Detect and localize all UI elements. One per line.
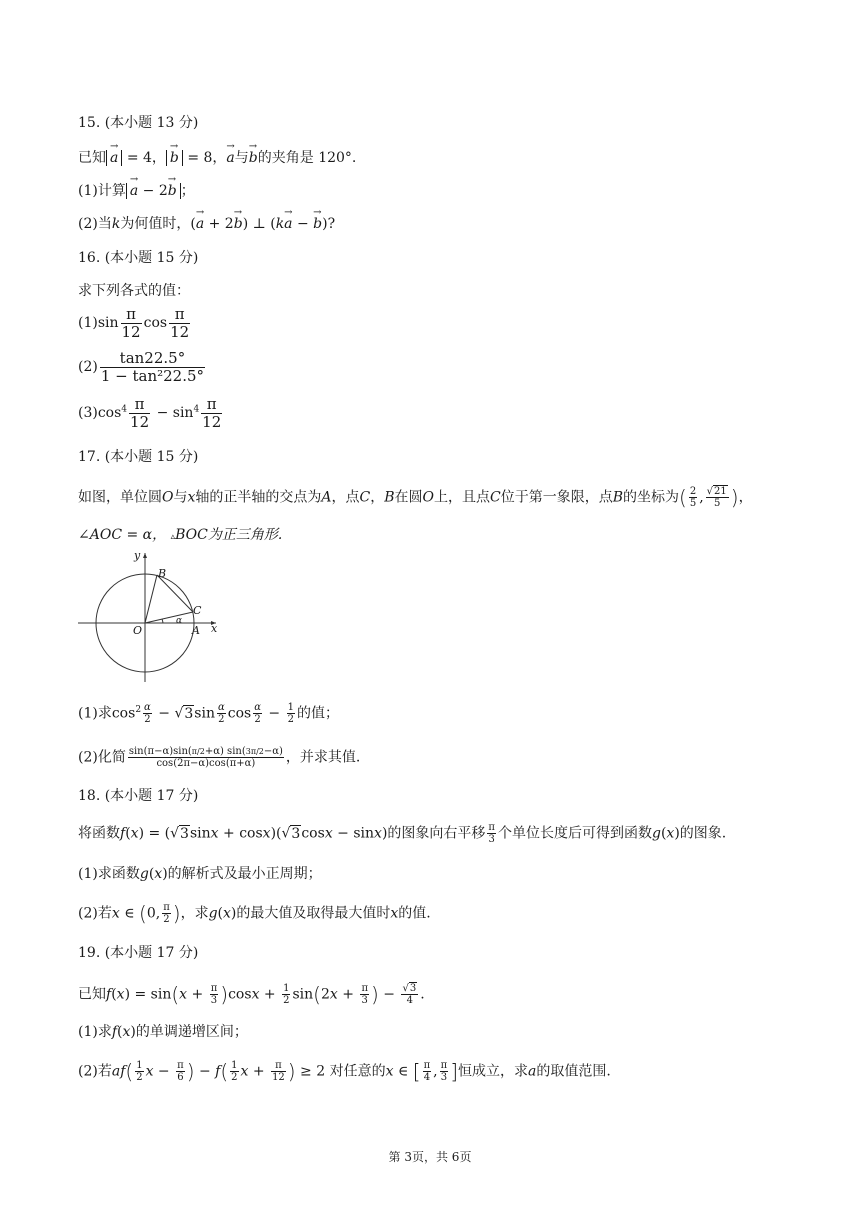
q16-part1: (1)sin $\frac{\pi}{12}$ cos $\frac{\pi}{12}$ (78, 305, 190, 341)
q16-intro: 求下列各式的值： (78, 283, 190, 299)
q18-header: 18. (本小题 17 分) (78, 788, 199, 804)
q17-part1: (1)求$\cos^2$ $\frac{\alpha}{2}$ − √3sin $\frac{\alpha}{2}$ cos $\frac{\alpha}{2}$ − $\frac{1}{2}$ 的值； (78, 702, 339, 726)
q19-part2: (2)若af( $\frac{1}{2}$ x − $\frac{\pi}{6}$ ) − f( $\frac{1}{2}$ x + $\frac{\pi}{12}$ ) ≥ 2 对任意的x ∈ [ $\frac{\pi}{4}$ , $\frac{\pi}{3}$ ]恒成立，求a的取值范围. (78, 1059, 611, 1084)
q15-part2: (2)当k为何值时，(→ a + 2→ b) ⊥ (k→ a − → b)? (78, 214, 335, 234)
q15-part1: (1)计算→ a − 2→ b ； (78, 181, 195, 201)
q17-part2: (2)化简 $\frac{\sin(\pi-\alpha)\sin(\pi/2+\alpha) \sin(3\pi/2-\alpha)}{\cos(2\pi-\alpha)\cos(\pi+\alpha)}$ ，并求其值. (78, 746, 361, 769)
fig-label-y: y (134, 550, 141, 562)
q17-angle: ∠AOC = α， ▵BOC为正三角形. (78, 527, 283, 543)
q16-part2: (2) $\frac{\tan 22.5^\circ}{\text{1 − tan²22.5°}}$ (78, 349, 205, 385)
fig-label-o: O (133, 624, 143, 637)
unit-circle-figure (76, 550, 226, 685)
q18-part2: (2)若x ∈ (0, $\frac{\pi}{2}$ )，求g(x)的最大值及取得最大值时x的值. (78, 901, 431, 926)
fig-label-a: A (192, 624, 200, 637)
q18-part1: (1)求函数g(x)的解析式及最小正周期； (78, 866, 322, 882)
q19-header: 19. (本小题 17 分) (78, 945, 199, 961)
fig-label-alpha: α (176, 616, 183, 626)
q15-condition: 已知→ a = 4，→ b = 8，→ a与→ b的夹角是 120°. (78, 148, 356, 168)
q16-part3: $(3)\cos^4$ $\frac{\pi}{12}$ − $\sin^4$ $\frac{\pi}{12}$ (78, 395, 222, 431)
q15-header: 15. (本小题 13 分) (78, 115, 199, 131)
page-footer: 第 3页，共 6页 (388, 1150, 472, 1164)
q17-header: 17. (本小题 15 分) (78, 449, 199, 465)
q19-part1: (1)求f(x)的单调递增区间； (78, 1024, 248, 1040)
q17-stem: 如图，单位圆O与x轴的正半轴的交点为A，点C，B在圆O上，且点C位于第一象限，点B的坐标为( $\frac{2}{5}$ , $\frac{√21}{5}$ )， (78, 485, 753, 510)
q16-header: 16. (本小题 15 分) (78, 250, 199, 266)
fig-label-c: C (193, 604, 202, 617)
fig-label-x: x (211, 622, 218, 635)
q18-stem: 将函数f(x) = (√3sinx + cosx)(√3cosx − sinx)的图象向右平移 $\frac{\pi}{3}$ 个单位长度后可得到函数g(x)的图象. (78, 822, 727, 845)
q19-stem: 已知f(x) = sin(x + $\frac{\pi}{3}$ )cosx + $\frac{1}{2}$ sin(2x + $\frac{\pi}{3}$ ) − $\frac{√3}{4}$ . (78, 982, 425, 1007)
fig-label-b: B (158, 567, 167, 580)
